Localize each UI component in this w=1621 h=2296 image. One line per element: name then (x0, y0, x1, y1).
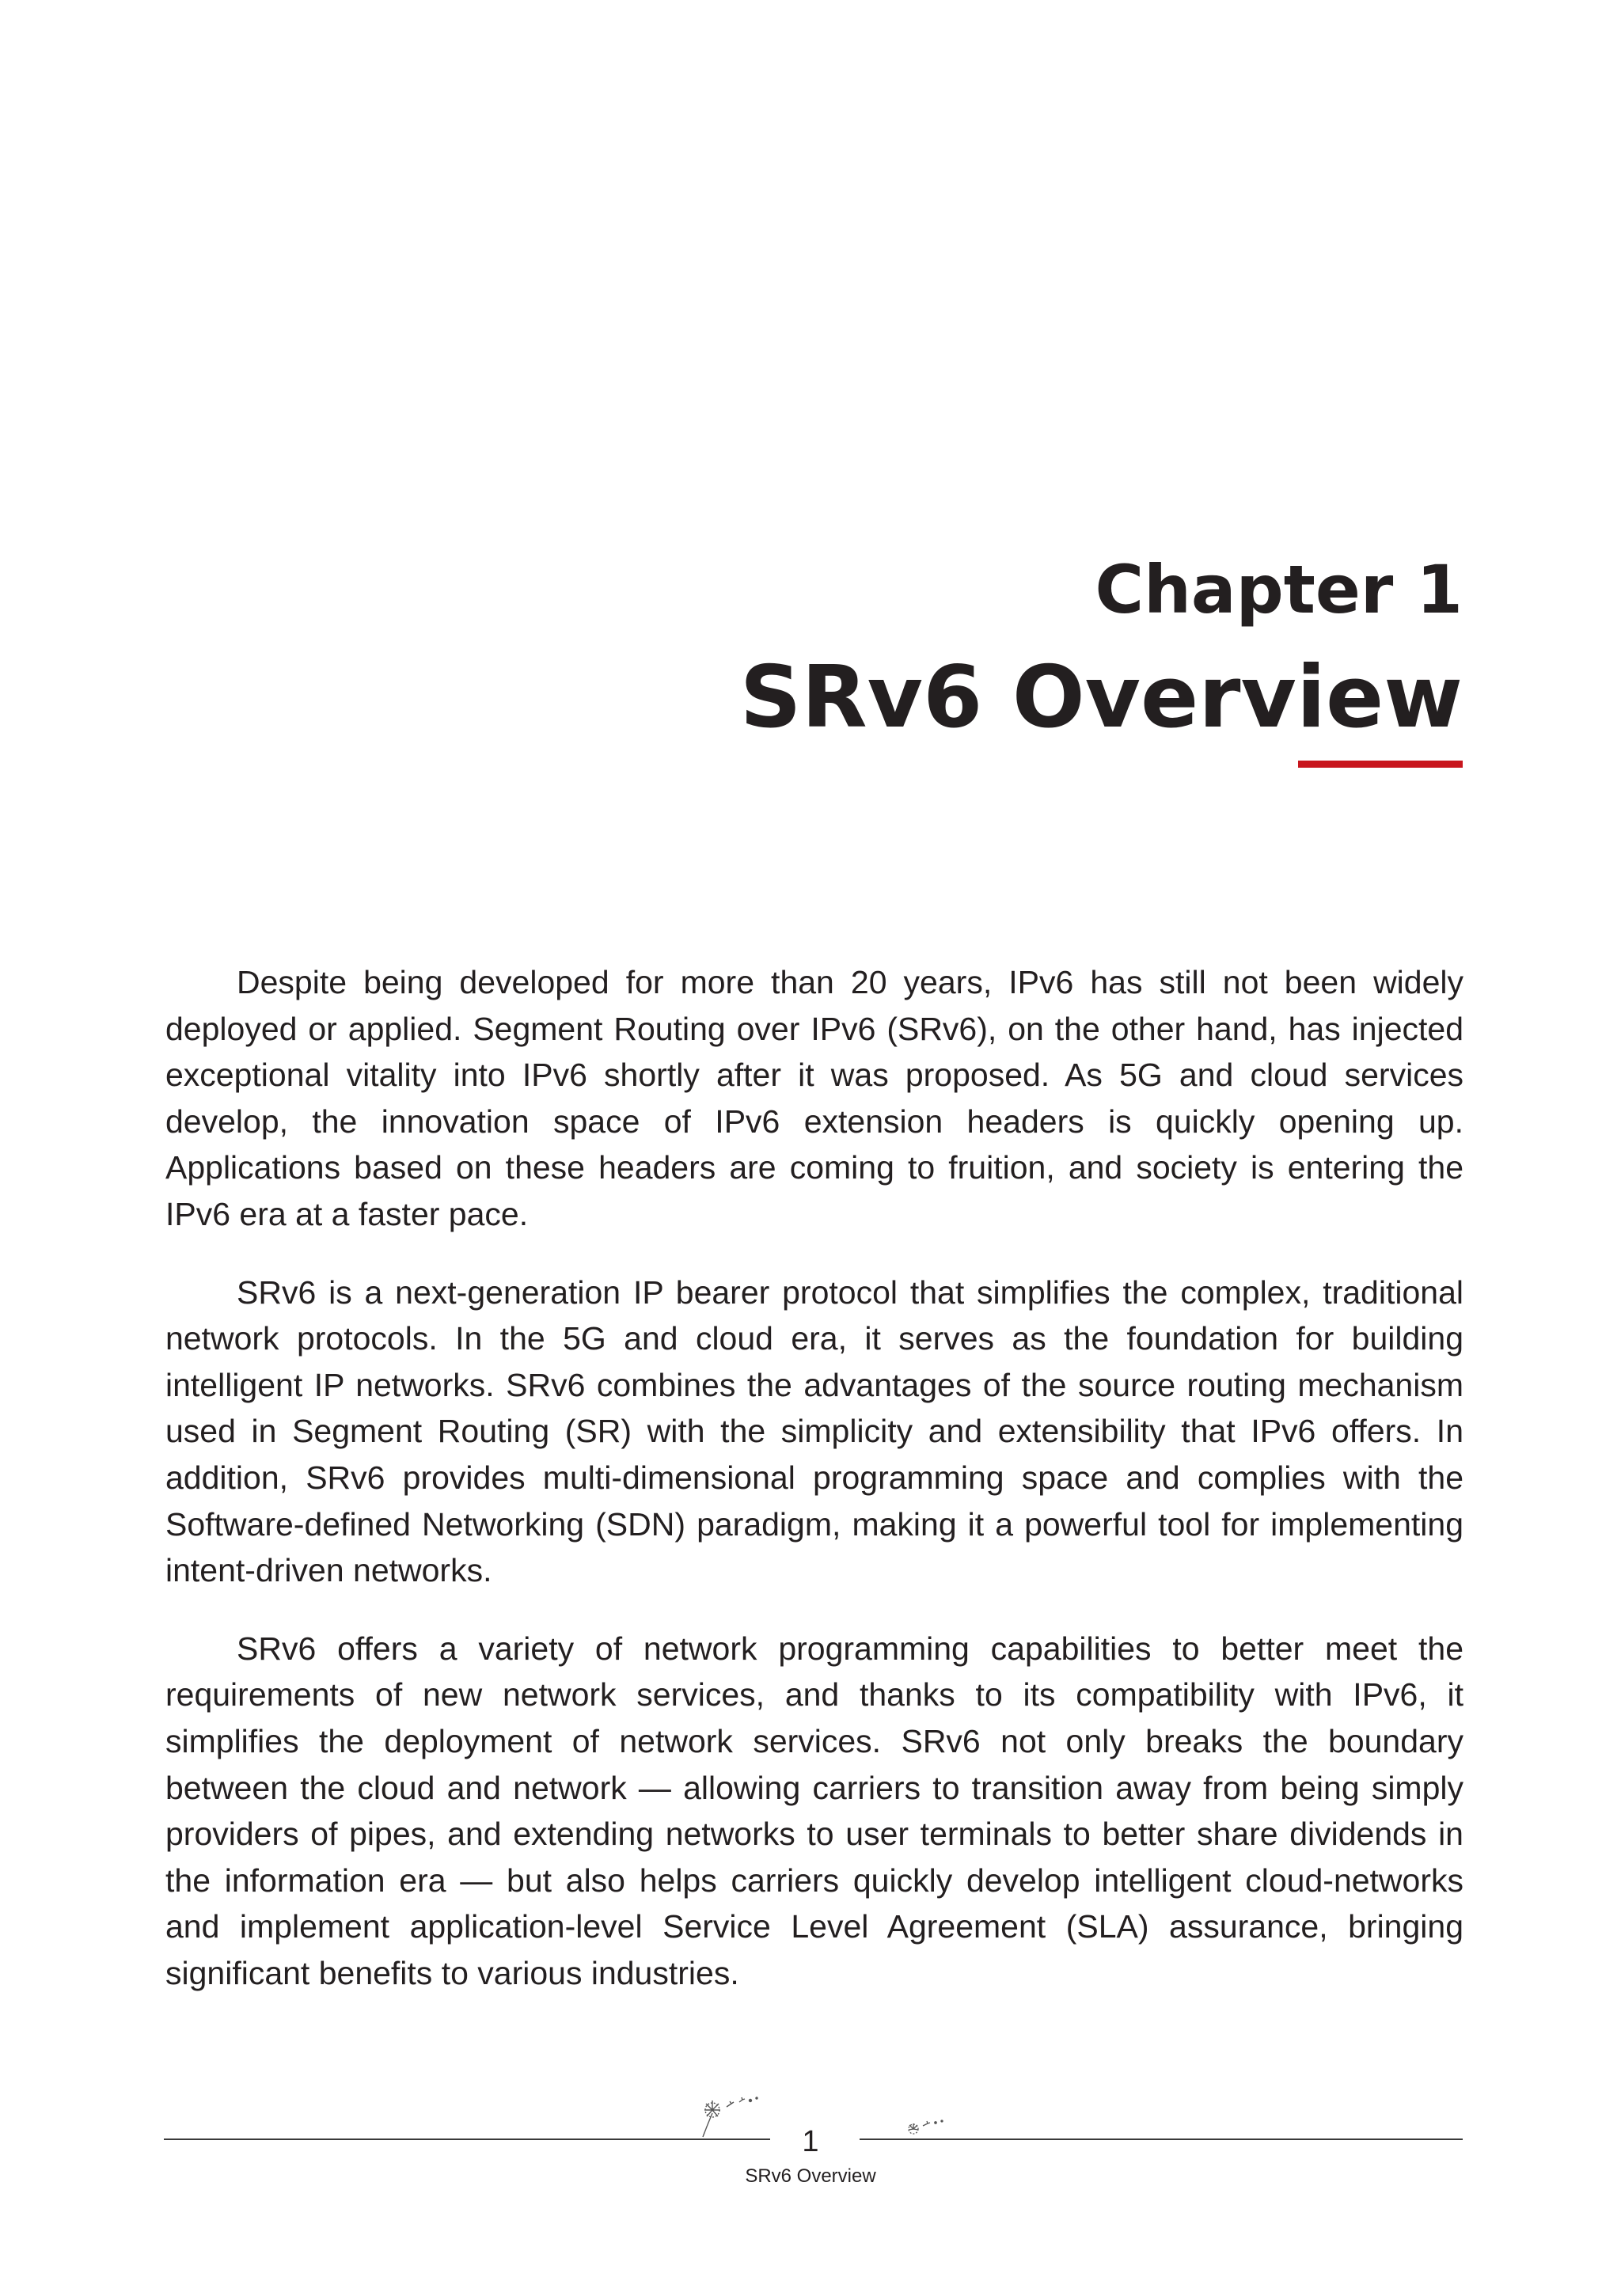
paragraph: SRv6 offers a variety of network programming capabilities to better meet the requirements of new network services, and thanks to its compatibility with IPv6, it simplifies the deployment of network services. SRv6 not only breaks the boundary between the cloud and network — allowing carriers to transition away from being simply providers of pipes, and extending networks to user terminals to better share dividends in the information era — but also helps carriers quickly develop intelligent cloud-networks and implement application-level Service Level Agreement (SLA) assurance, bringing significant benefits to various industries. (165, 1630, 1463, 1991)
paragraph: Despite being developed for more than 20 years, IPv6 has still not been widely deployed or applied. Segment Routing over IPv6 (SRv6), on the other hand, has injected exceptional vitality into IPv6 shortly after it was proposed. As 5G and cloud services develop, the innovation space of IPv6 extension headers is quickly opening up. Applications based on these headers are coming to fruition, and society is entering the IPv6 era at a faster pace. (165, 964, 1463, 1232)
chapter-title: SRv6 Overview (739, 648, 1463, 747)
chapter-header (740, 546, 1463, 753)
page-footer (0, 2089, 1621, 2187)
paragraph: SRv6 is a next-generation IP bearer protocol that simplifies the complex, traditional network protocols. In the 5G and cloud era, it serves as the foundation for building intelligent IP networks. SRv6 combines the advantages of the source routing mechanism used in Segment Routing (SR) with the simplicity and extensibility that IPv6 offers. In addition, SRv6 provides multi-dimensional programming space and complies with the Software-defined Networking (SDN) paradigm, making it a powerful tool for implementing intent-driven networks. (165, 1273, 1463, 1589)
chapter-number: Chapter 1 (1095, 551, 1463, 628)
seed-icon (907, 2118, 947, 2137)
title-underline (1298, 761, 1463, 768)
body-text (165, 959, 1463, 2028)
page-number: 1 (802, 2125, 819, 2158)
running-title: SRv6 Overview (745, 2165, 876, 2187)
